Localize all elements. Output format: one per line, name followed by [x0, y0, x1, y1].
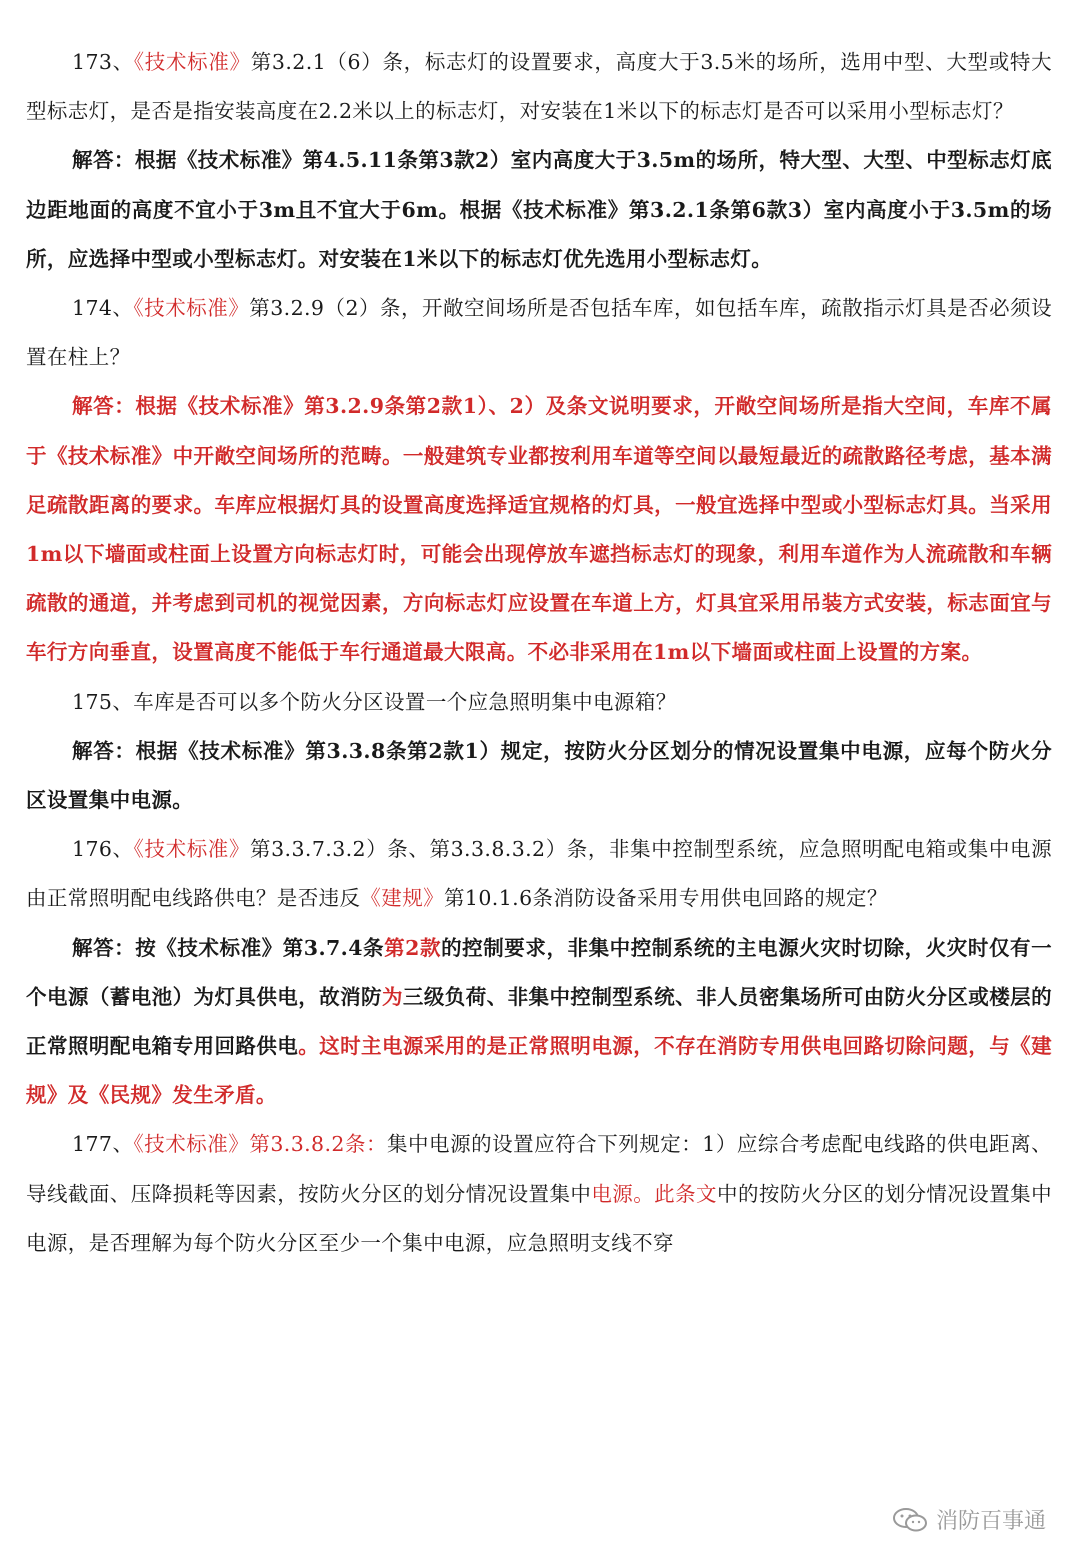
highlighted-text: 《技术标准》: [133, 296, 250, 321]
question-paragraph: [26, 284, 1052, 382]
text-segment: 第3.2.1（6）条，标志灯的设置要求，高度大于3.5米的场所，选用中型、大型或特大型标志灯，是否是指安装高度在2.2米以上的标志灯，对安装在1米以下的标志灯是否可以采用小型标志灯？: [26, 50, 1052, 124]
watermark: [892, 1504, 1046, 1535]
text-segment: 173、: [72, 50, 134, 74]
text-segment: 第3.2.9（2）条，开敞空间场所是否包括车库，如包括车库，疏散指示灯具是否必须设置在柱上？: [26, 296, 1052, 370]
answer-paragraph: [26, 382, 1052, 677]
answer-paragraph: [26, 924, 1052, 1121]
answer-paragraph: [26, 727, 1052, 825]
question-paragraph: [26, 1120, 1052, 1268]
text-segment: 集中电源的设置应符合下列规定：1）应综合考虑配电线路的供电距离、导线截面、压降损耗等因素，按防火分区的划分情况设置集中: [26, 1132, 1052, 1206]
highlighted-text: 。这时主电源采用的是正常照明电源，不存在消防专用供电回路切除问题，与《建规》及《民规》发生矛盾。: [26, 1034, 1052, 1108]
text-segment: 176、: [72, 837, 134, 862]
highlighted-text: 《技术标准》第3.3.8.2条：: [133, 1132, 388, 1157]
text-segment: 174、: [72, 296, 134, 321]
highlighted-text: 第2款: [384, 935, 442, 960]
text-segment: 175、车库是否可以多个防火分区设置一个应急照明集中电源箱？: [72, 689, 677, 714]
text-segment: 中的按防火分区的划分情况设置集中电源，是否理解为每个防火分区至少一个集中电源，应急照明支线不穿: [26, 1181, 1052, 1255]
text-segment: 的控制要求，非集中控制系统的主电源火灾时切除，火灾时仅有一个电源（蓄电池）为灯具供电，故消防: [26, 935, 1052, 1009]
answer-paragraph: [26, 136, 1052, 284]
question-paragraph: [26, 825, 1052, 923]
watermark-text: 消防百事通: [935, 1509, 1046, 1534]
highlighted-text: 电源。此条文: [591, 1181, 717, 1206]
highlighted-text: 《建规》: [360, 886, 445, 911]
question-paragraph: [26, 38, 1052, 136]
wechat-icon: [892, 1507, 928, 1533]
text-segment: 三级负荷、非集中控制型系统、非人员密集场所可由防火分区或楼层的正常照明配电箱专用回路供电: [26, 984, 1052, 1059]
highlighted-text: 解答：根据《技术标准》第3.2.9条第2款1）、2）及条文说明要求，开敞空间场所是指大空间，车库不属于《技术标准》中开敞空间场所的范畴。一般建筑专业都按利用车道等空间以最短最近的疏散路径考虑，基本满足疏散距离的要求。车库应根据灯具的设置高度选择适宜规格的灯具，一般宜选择中型或小型标志灯具。当采用1m以下墙面或柱面上设置方向标志灯时，可能会出现停放车遮挡标志灯的现象，利用车道作为人流疏散和车辆疏散的通道，并考虑到司机的视觉因素，方向标志灯应设置在车道上方，灯具宜采用吊装方式安装，标志面宜与车行方向垂直，设置高度不能低于车行通道最大限高。不必非采用在1m以下墙面或柱面上设置的方案。: [26, 394, 1052, 665]
text-segment: 解答：根据《技术标准》第4.5.11条第3款2）室内高度大于3.5m的场所，特大型、大型、中型标志灯底边距地面的高度不宜小于3m且不宜大于6m。根据《技术标准》第3.2.1条第6款3）室内高度小于3.5m的场所，应选择中型或小型标志灯。对安装在1米以下的标志灯优先选用小型标志灯。: [26, 148, 1052, 271]
document-page: [26, 38, 1052, 1268]
question-paragraph: [26, 678, 1052, 727]
text-segment: 第3.3.7.3.2）条、第3.3.8.3.2）条，非集中控制型系统，应急照明配电箱或集中电源由正常照明配电线路供电？是否违反: [26, 837, 1052, 911]
text-segment: 解答：根据《技术标准》第3.3.8条第2款1）规定，按防火分区划分的情况设置集中电源，应每个防火分区设置集中电源。: [26, 738, 1052, 813]
highlighted-text: 为: [381, 984, 403, 1009]
highlighted-text: 《技术标准》: [133, 50, 251, 74]
text-segment: 177、: [72, 1132, 134, 1157]
text-segment: 解答：按《技术标准》第3.7.4条: [72, 935, 385, 960]
highlighted-text: 《技术标准》: [133, 837, 251, 862]
text-segment: 第10.1.6条消防设备采用专用供电回路的规定？: [444, 886, 888, 911]
